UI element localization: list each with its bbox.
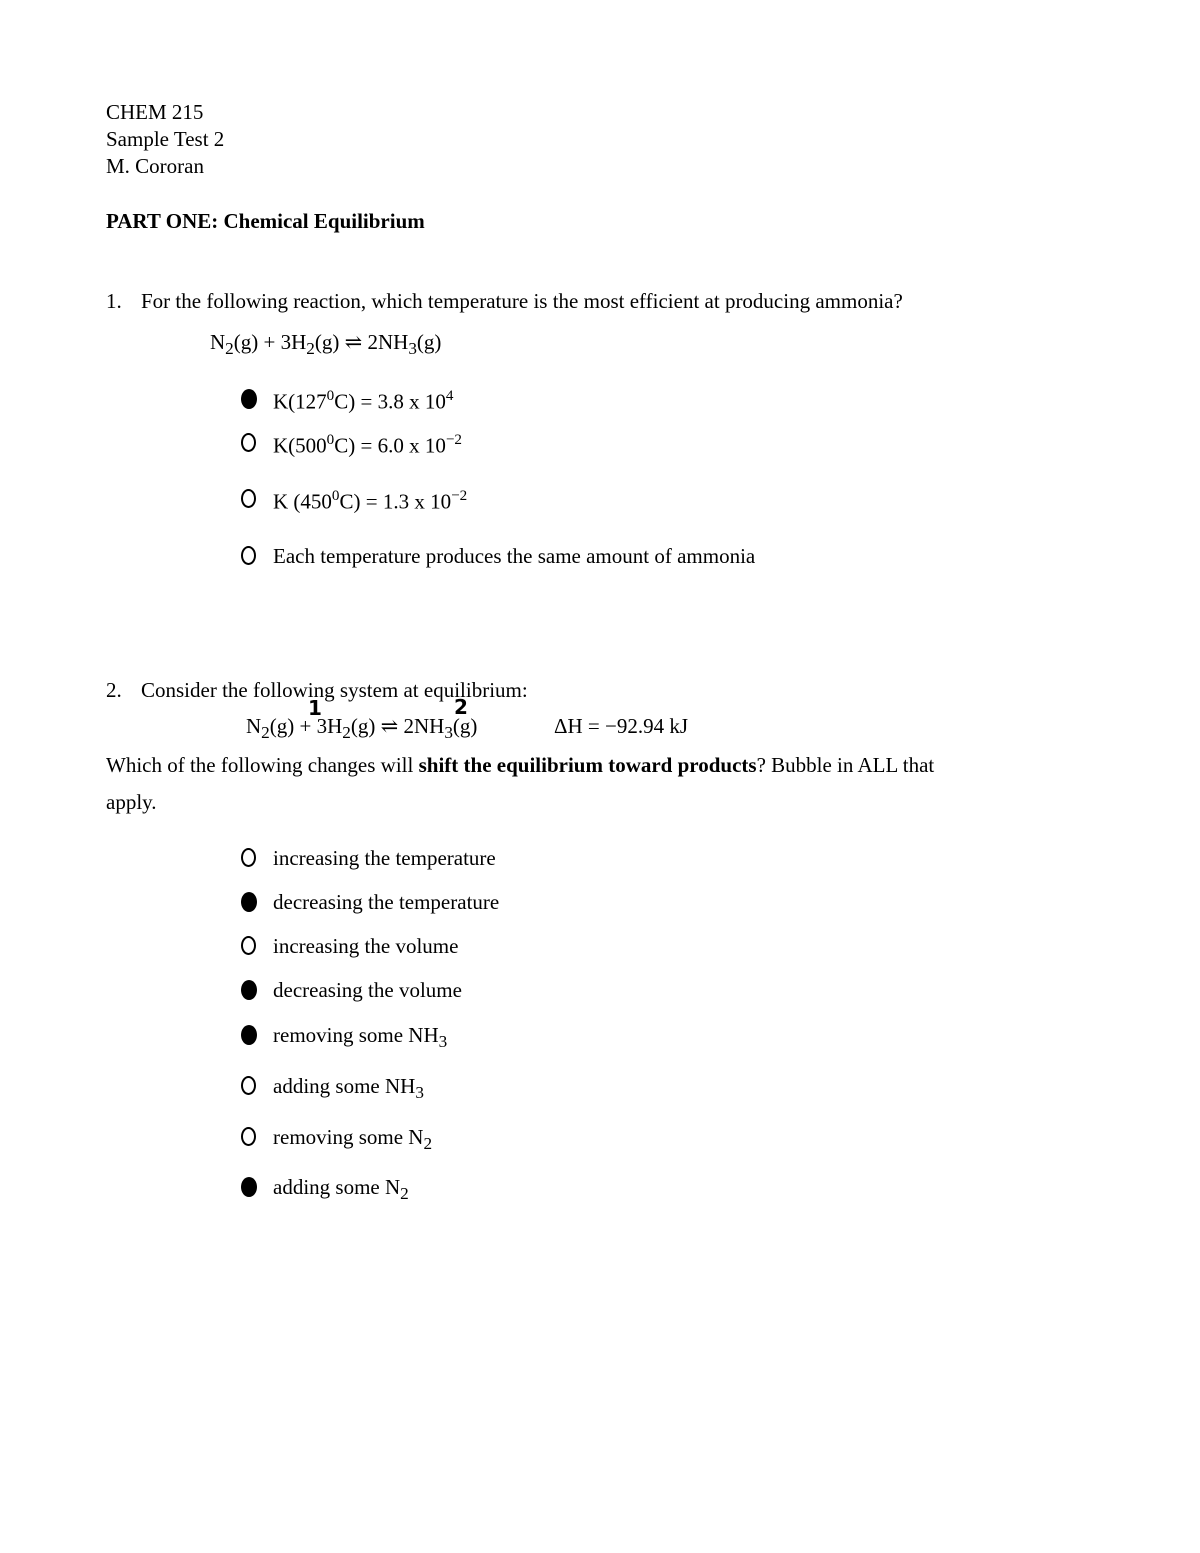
q2-option-4-label: decreasing the volume [273,978,462,1002]
q2-option-2-label: decreasing the temperature [273,890,500,914]
q2-option-8-bubble[interactable] [241,1177,257,1197]
q1-option-1-bubble[interactable] [241,389,257,409]
q2-option-1-bubble[interactable] [241,848,256,867]
q2-option-7-label: removing some $N_2$ [273,1125,433,1153]
q2-option-3-bubble[interactable] [241,936,256,955]
q2-option-7-bubble[interactable] [241,1127,256,1146]
q2-option-5-label: removing some $NH_3$ [273,1023,448,1051]
q2-option-5-bubble[interactable] [241,1025,257,1045]
q2-prompt: Consider the following system at equilibrium: [141,678,528,702]
course-code: CHEM 215 [106,100,204,124]
q2-instruction: Which of the following changes will shift the equilibrium toward products? Bubble in ALL that [106,753,935,777]
part-title: PART ONE: Chemical Equilibrium [106,209,425,233]
q1-option-2-label: $K(500^0C) = 6.0$ x $10^{-2}$ [273,432,462,458]
q2-instruction-line2: apply. [106,790,157,814]
q2-option-6-label: adding some $NH_3$ [273,1074,424,1102]
q2-option-8-label: adding some $N_2$ [273,1175,409,1203]
test-title: Sample Test 2 [106,127,225,151]
q2-enthalpy: ΔH = −92.94 kJ [554,714,689,738]
q2-option-3-label: increasing the volume [273,934,459,958]
q1-prompt: For the following reaction, which temperature is the most efficient at producing ammonia? [141,289,903,313]
q1-option-2-bubble[interactable] [241,433,256,452]
q1-option-4-bubble[interactable] [241,546,256,565]
q1-option-4-label: Each temperature produces the same amount of ammonia [273,544,756,568]
handwritten-annotation-1: 1 [308,696,322,720]
author-name: M. Cororan [106,154,204,178]
handwritten-annotation-2: 2 [454,695,468,719]
q1-equation: $N_2(g) + 3H_2(g)$ ⇌ $2NH_3(g)$ [210,330,442,358]
q2-option-1-label: increasing the temperature [273,846,496,870]
q2-option-2-bubble[interactable] [241,892,257,912]
q2-option-4-bubble[interactable] [241,980,257,1000]
q2-option-6-bubble[interactable] [241,1076,256,1095]
q2-number: 2. [106,678,122,702]
q1-number: 1. [106,289,122,313]
q1-option-3-label: K $(450^0C) = 1.3$ x $10^{-2}$ [273,488,468,514]
q2-equation: $N_2(g) + 3H_2(g)$ ⇌ $2NH_3(g)$ [246,714,478,742]
q1-option-3-bubble[interactable] [241,489,256,508]
q1-option-1-label: $K(127^0C) = 3.8$ x $10^4$ [273,388,454,414]
